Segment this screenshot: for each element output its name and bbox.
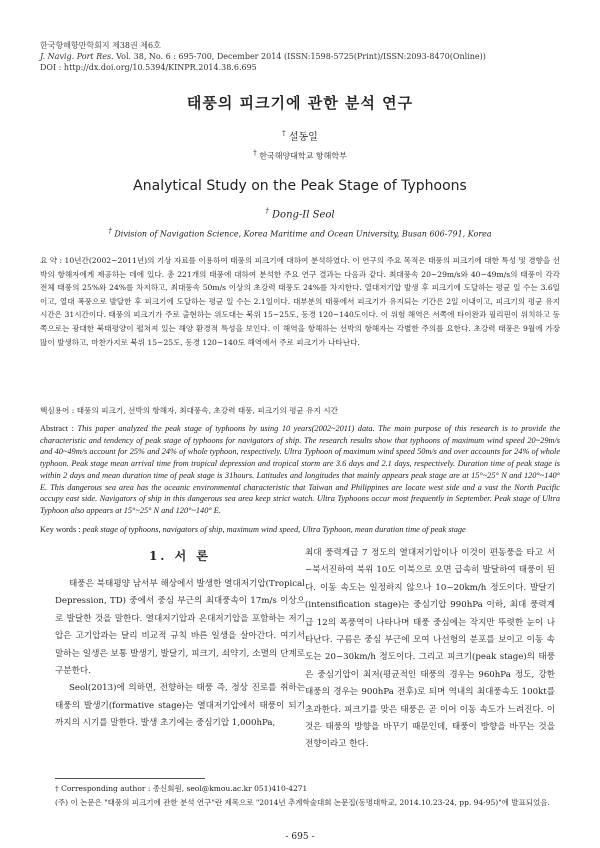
page-number: - 695 - (285, 832, 315, 842)
title-korean: 태풍의 피크기에 관한 분석 연구 (186, 94, 414, 112)
footnote-divider (55, 778, 205, 779)
section-heading: 1. 서 론 (148, 549, 212, 563)
body-paragraph: 태풍은 북태평양 남서부 해상에서 발생한 열대저기압(Tropical Depression, TD) 중에서 중심 부근의 최대풍속이 17m/s 이상으로 발달한 것을 말한다. 열대저기압과 온대저기압을 포함하는 저기압은 고기압과는 달리 비교적 규칙 바른 일생을 살아간다. 여기서 말하는 일생은 보통 발생기, 발달기, 피크기, 쇠약기, 소멸의 단계로 구분한다. (55, 579, 305, 677)
footnote-corresponding-author: † Corresponding author : 종신회원, seol@kmou.ac.kr 051)410-4271 (55, 784, 308, 793)
abstract-label: Abstract : (40, 424, 78, 433)
journal-citation (40, 51, 486, 62)
abstract-korean: 요 약 : 10년간(2002~2011년)의 기상 자료를 이용하여 태풍의 피크기에 대하여 분석하였다. 이 연구의 주요 목적은 태풍의 피크기에 대한 특성 및 경향을 선박의 항해자에게 제공하는 데에 있다. 총 221개의 태풍에 대하여 분석한 주요 연구 결과는 다음과 같다. 최대풍속 20~29m/s와 40~49m/s의 태풍이 각각 전체 태풍의 25%와 24%를 차지하고, 최대풍속 50m/s 이상의 초강력 태풍도 24%를 차지한다. 열대저기압 발생 후 피크기에 도달하는 평균 일 수는 3.6일이고, 열대 폭풍으로 발달한 후 피크기에 도달하는 평균 일 수는 2.1일이다. 대부분의 태풍에서 피크기가 유지되는 기간은 2일 이내이고, 피크기의 평균 유지 시간은 31시간이다. 태풍의 피크기가 주로 출현하는 위도대는 북위 15~25도, 동경 120~140도이다. 이 위험 해역은 서쪽에 타이완과 필리핀이 위치하고 동쪽으로는 광대한 북태평양이 펼쳐져 있는 해양 환경적 특성을 보인다. 이 해역을 항해하는 선박의 항해자는 각별한 주의를 요한다. 초강력 태풍은 9월에 가장 많이 발생하고, 마찬가지로 북위 15~25도, 동경 120~140도 해역에서 주로 피크기가 나타난다. (40, 256, 560, 347)
journal-header (40, 40, 486, 73)
journal-volume-info: Vol. 38, No. 6 : 695-700, December 2014 (ISSN:1598-5725(Print)/ISSN:2093-8470(Online)) (113, 52, 486, 61)
body-paragraph: Seol(2013)에 의하면, 전향하는 태풍 즉, 정상 진로를 취하는 태풍의 발생기(formative stage)는 열대저기압에서 태풍이 되기까지의 시기를 말한다. 발생 초기에는 중심기압 1,000hPa, (55, 683, 305, 729)
author-english (0, 207, 600, 220)
doi: DOI : http://dx.doi.org/10.5394/KINPR.2014.38.6.695 (40, 63, 257, 72)
title-english: Analytical Study on the Peak Stage of Typhoons (133, 178, 467, 194)
abstract-english (40, 423, 560, 517)
dagger-mark: † (253, 149, 257, 157)
affiliation-text-en: Division of Navigation Science, Korea Maritime and Ocean University, Busan 606-791, Korea (111, 229, 492, 239)
author-name-en: Dong-Il Seol (268, 209, 335, 221)
keywords-english (40, 525, 560, 534)
body-column-left (55, 545, 305, 733)
affiliation-text-ko: 한국해양대학교 항해학부 (256, 151, 347, 161)
affiliation-korean (0, 149, 600, 162)
journal-name-ko: 한국항해항만학회지 제38권 제6호 (40, 41, 161, 50)
footnote-note: (주) 이 논문은 "태풍의 피크기에 관한 분석 연구"란 제목으로 "2014년 추계학술대회 논문집(동명대학교, 2014.10.23-24, pp. 94-95)"에 발표되었음. (55, 798, 550, 807)
dagger-mark: † (282, 129, 286, 138)
dagger-mark: † (265, 207, 269, 215)
keywords-korean: 핵심용어 : 태풍의 피크기, 선박의 항해자, 최대풍속, 초강력 태풍, 피크기의 평균 유지 시간 (40, 406, 338, 415)
keywords-body: peak stage of typhoons, navigators of ship, maximum wind speed, Ultra Typhoon, mean duration time of peak stage (82, 525, 466, 534)
author-name-ko: 설동일 (285, 132, 318, 143)
affiliation-english (0, 227, 600, 239)
abstract-body: This paper analyzed the peak stage of typhoons by using 10 years(2002~2011) data. The main purpose of this research is to provide the characteristic and tendency of peak stage of typhoons for navigators of ship. The research results show that typhoons of maximum wind speed 20~29m/s and 40~49m/s account for 25% and 24% of whole typhoon, respectively. Ultra Typhoon of maximum wind speed 50m/s and over accounts for 24% of whole typhoon. Peak stage mean arrival time from tropical depression and tropical storm are 3.6 days and 2.1 days, respectively. Duration time of peak stage is within 2 days and mean duration time of peak stage is 31hours. Latitudes and longitudes that mainly appears peak stage are at 15°~25° N and 120°~140° E. This dangerous sea area has the oceanic environmental characteristic that Taiwan and Philippines are locate west side and a vast the North Pacific occupy east side. Navigators of ship in this dangerous sea area keep strict watch. Ultra Typhoons occur most frequently in September. Peak stage of Ultra Typhoon also appears at 15°~25° N and 120°~140° E. (40, 424, 561, 515)
author-korean (0, 128, 600, 143)
body-paragraph: 최대 풍력계급 7 정도의 열대저기압이나 이것이 편동풍을 타고 서~북서진하여 북위 10도 이북으로 오면 급속히 발달하여 태풍이 된다. 이동 속도는 일정하지 않으나 10~20km/h 정도이다. 발달기(intensification stage)는 중심기압 990hPa 이하, 최대 풍력계급 12의 폭풍역이 나타나며 태풍 중심에는 작지만 뚜렷한 눈이 나타난다. 구름은 중심 부근에 모여 나선형의 분포를 보이고 이동 속도는 20~30km/h 정도이다. 그리고 피크기(peak stage)의 태풍은 중심기압이 최저(평균적인 태풍의 경우는 960hPa 정도, 강한 태풍의 경우는 900hPa 전후)로 되며 역내의 최대풍속도 100kt를 초과한다. 피크기를 맞은 태풍은 곧 이어 이동 속도가 느려진다. 이것은 태풍의 방향을 바꾸기 때문인데, 태풍이 방향을 바꾸는 것을 전향이라고 한다. (305, 548, 555, 750)
keywords-label: Key words : (40, 525, 83, 534)
journal-abbrev: J. Navig. Port Res. (40, 52, 114, 61)
dagger-mark: † (108, 227, 112, 235)
body-column-right (305, 545, 555, 754)
